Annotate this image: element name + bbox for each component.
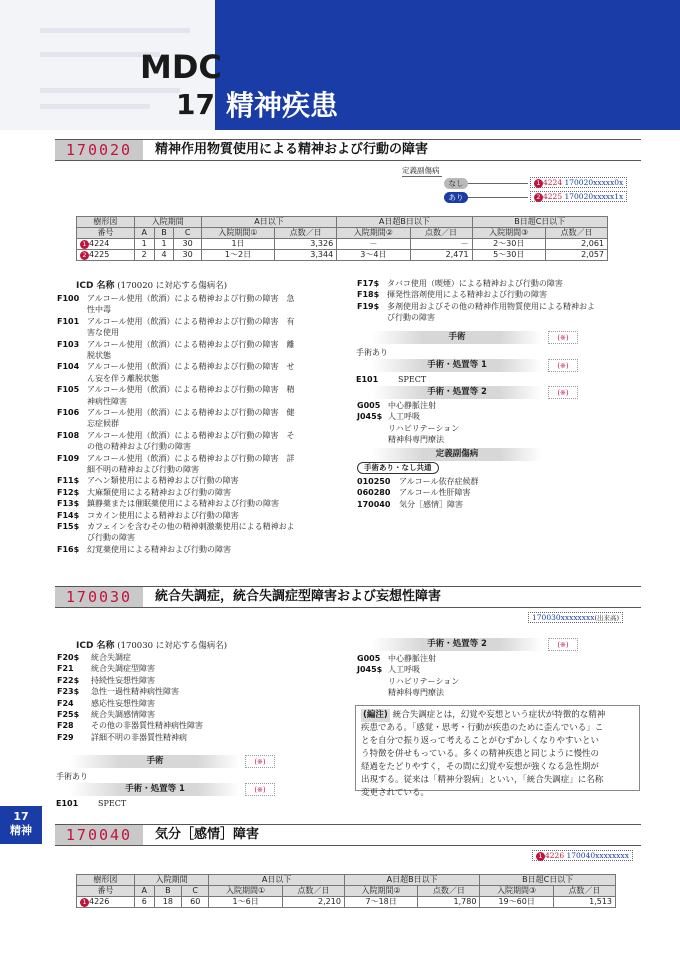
side-tab-label: 精神 [10,824,32,837]
note-text: 出現する。従来は「精神分裂病」といい，「統合失調症」に名称 [361,775,604,785]
icd-row [57,498,347,509]
proc-code: E101 [56,799,79,808]
item-name: 精神科専門療法 [388,435,444,445]
section-code: 170020 [55,140,143,160]
icd-header-note: (170020 に対応する傷病名) [117,281,228,291]
table-col-header: B [154,228,174,239]
proc1-note: (※) [245,783,275,796]
chapter-side-tab [0,806,42,844]
item-code: 170040 [357,499,391,509]
icd-code: F22$ [57,675,80,685]
note-line [361,761,634,774]
definition-label: 定義副傷病 [402,166,440,175]
period-b: 4 [154,250,174,261]
definition-bar: 定義副傷病 [372,448,542,461]
icd-name: 性中毒 [87,305,111,315]
icd-code: F13$ [57,499,80,509]
note-line [361,748,634,761]
icd-name: 多剤使用およびその他の精神作用物質使用による精神およ [387,301,595,311]
table-group-header: A日以下 [209,875,345,886]
icd-name: 大麻類使用による精神および行動の障害 [87,487,231,497]
dpc-code: 170030xxxxxxxx [532,613,595,622]
proc-name: SPECT [98,799,127,808]
mdc-number: 17 [176,88,215,121]
icd-name: 鎮静薬または催眠薬使用による精神および行動の障害 [87,499,279,509]
icd-code: F105 [57,385,80,395]
icd-name: 幻覚薬使用による精神および行動の障害 [87,544,231,554]
note-text: 疾患である。「感覚・思考・行動が疾患のために歪んでいる」こ [361,723,604,733]
icd-row [57,384,347,407]
icd-code: F104 [57,362,80,372]
icd-row [57,652,291,663]
icd-row [57,720,291,731]
icd-name: アルコール使用（飲酒）による精神および行動の障害 せ [87,362,295,372]
surgery-text: 手術あり [56,772,88,781]
period-c: 30 [174,239,201,250]
period-a: 6 [134,897,154,908]
icd-name: アルコール使用（飲酒）による精神および行動の障害 有 [87,316,295,326]
icd-row [357,301,647,324]
table-group-header: 入院期間 [134,217,201,228]
icd-name: 持続性妄想性障害 [91,675,155,685]
surgery-note: (※) [548,331,578,344]
item-code: J045$ [357,412,383,422]
period-c: 60 [182,897,209,908]
icd-name: 害な使用 [87,328,119,338]
table-col-header: C [182,886,209,897]
surgery-text: 手術あり [356,348,388,357]
table-col-header: 入院期間① [209,886,282,897]
icd-name: アルコール使用（飲酒）による精神および行動の障害 健 [87,408,295,417]
table-col-header: 番号 [77,886,135,897]
icd-code: F12$ [57,487,80,497]
note-line [361,735,634,748]
tree-number-icon: 1 [536,852,545,861]
icd-name: 揮発性溶剤使用による精神および行動の障害 [387,290,547,300]
tree-number-cell [77,250,135,261]
table-col-header: A [134,886,154,897]
tree-number-icon: 1 [80,898,89,907]
table-group-header: 入院期間 [134,875,209,886]
section-title: 統合失調症，統合失調症型障害および妄想性障害 [155,589,442,604]
icd-row [57,339,347,362]
table-col-header: 入院期間① [201,228,274,239]
note-text: 経過をたどりやすく，その間に幻覚や妄想が強くなる急性期が [361,762,599,772]
icd-header-note: (170030 に対応する傷病名) [117,641,228,651]
section-code: 170040 [55,825,143,845]
points-per-day: 1,780 [418,897,480,908]
icd-header [76,278,227,291]
item-name: リハビリテーション [388,423,460,433]
item-code: 010250 [357,477,391,486]
table-col-header: 番号 [77,228,135,239]
section-title: 気分［感情］障害 [155,827,260,842]
table-col-header: 点数／日 [410,228,472,239]
icd-name: アヘン類使用による精神および行動の障害 [87,476,239,486]
tree-number-icon: 1 [80,240,89,249]
icd-code: F14$ [57,510,80,520]
side-tab-number: 17 [13,810,29,823]
proc1-bar: 手術・処置等 1 [70,783,240,796]
tree-number-icon: 2 [534,193,543,202]
tree-badge-2 [530,191,627,202]
icd-code: F19$ [357,301,380,311]
period-range: 1～2日 [201,250,274,261]
icd-name: 忘症候群 [87,419,119,429]
icd-name: 統合失調症型障害 [91,664,155,674]
table-row [77,239,608,250]
table-group-header: B日超C日以下 [480,875,616,886]
section-170040-bar [55,824,641,846]
icd-row [57,316,347,339]
table-col-header: C [174,228,201,239]
icd-code: F16$ [57,544,80,554]
item-name: 気分［感情］障害 [399,499,463,509]
icd-row [57,521,347,544]
proc2-bar: 手術・処置等 2 [372,386,542,399]
proc2-bar: 手術・処置等 2 [372,638,542,651]
editor-note [355,705,640,798]
icd-row [57,430,347,453]
icd-name: その他の非器質性精神病性障害 [91,721,203,731]
icd-name: ん妄を伴う離脱状態 [87,373,159,383]
period-b: 18 [154,897,181,908]
icd-row [357,278,647,289]
period-c: 30 [174,250,201,261]
icd-code: F106 [57,408,80,417]
points-per-day: 2,061 [545,239,607,250]
section-170030-bar [55,586,641,608]
tree-badge-1 [530,177,627,188]
section-code: 170030 [55,587,143,607]
icd-name: タバコ使用（喫煙）による精神および行動の障害 [387,279,563,288]
dpc-code: 170020xxxxx1x [564,192,624,201]
note-text: 統合失調症とは，幻覚や妄想という症状が特徴的な精神 [392,710,606,720]
icd-code: F109 [57,453,80,463]
note-line [361,774,634,787]
section-170020-bar [55,139,641,161]
note-tag: (編注) [363,710,388,720]
proc2-note: (※) [548,638,578,651]
proc2-note: (※) [548,386,578,399]
icd-name: コカイン使用による精神および行動の障害 [87,510,239,520]
note-text: 変更されている。 [361,788,430,798]
item-name: 中心静脈注射 [388,654,436,663]
item-code: 060280 [357,488,391,498]
item-name: 中心静脈注射 [388,401,436,410]
table-col-header: 入院期間③ [472,228,545,239]
table-group-header: 樹形図 [77,217,135,228]
icd-row [57,293,347,316]
item-name: 人工呼吸 [388,665,420,675]
table-row [77,897,616,908]
icd-name: 統合失調症 [91,653,131,662]
points-per-day: 2,057 [545,250,607,261]
chapter-title: 精神疾患 [226,89,339,122]
icd-row [57,361,347,384]
icd-name: 急性一過性精神病性障害 [91,687,179,697]
icd-header-label: ICD 名称 [76,641,115,651]
icd-code: F29 [57,732,74,742]
icd-name: カフェインを含むその他の精神刺激薬使用による精神およ [87,522,295,531]
tree-id: 4225 [89,250,110,259]
surgery-bar: 手術 [372,331,542,344]
section-title: 精神作用物質使用による精神および行動の障害 [155,142,429,157]
note-line [361,722,634,735]
chapter-header [0,0,680,130]
tree-number-icon: 2 [80,251,89,260]
period-range: 7～18日 [344,897,417,908]
definition-pill: 手術あり・なし共通 [357,462,439,474]
table-col-header: 点数／日 [553,886,615,897]
table-group-header: A日以下 [201,217,336,228]
period-range: － [337,239,410,250]
icd-code: F21 [57,664,74,674]
table-col-header: A [134,228,154,239]
icd-name: アルコール使用（飲酒）による精神および行動の障害 詳 [87,453,295,463]
tree-number-cell [77,239,135,250]
nashi-connector [468,183,528,184]
icd-name: 脱状態 [87,350,111,360]
table-col-header: 点数／日 [418,886,480,897]
icd-code: F23$ [57,687,80,697]
dpc-code: 170020xxxxx0x [564,178,624,187]
ari-connector [468,197,528,198]
icd-header [76,638,227,651]
tree-code: 4226 [545,851,565,860]
table-group-header: B日超C日以下 [472,217,607,228]
period-range: 1日 [201,239,274,250]
note-line [361,709,634,722]
points-per-day: 3,326 [275,239,337,250]
tree-code: 4225 [543,192,563,201]
icd-code: F108 [57,430,80,440]
note-text: う特徴を併せもっている。多くの精神疾患と同じように慢性の [361,749,600,759]
tree-number-cell [77,897,135,908]
definition-connector [402,176,442,177]
period-a: 1 [134,239,154,250]
item-name: リハビリテーション [388,676,460,686]
icd-name: 細不明の精神および行動の障害 [87,464,199,474]
icd-row [357,289,647,300]
table-col-header: 入院期間③ [480,886,553,897]
icd-row [57,675,291,686]
points-per-day: 3,344 [275,250,337,261]
icd-header-label: ICD 名称 [76,281,115,291]
points-table-170020 [76,216,608,261]
nashi-pill: なし [444,178,468,189]
icd-code: F15$ [57,522,80,531]
item-code: G005 [357,654,381,663]
icd-code: F20$ [57,653,80,662]
icd-code: F28 [57,721,74,731]
table-col-header: B [154,886,181,897]
icd-name: アルコール使用（飲酒）による精神および行動の障害 急 [87,294,295,303]
icd-code: F24 [57,698,74,708]
tree-id: 4224 [89,239,110,248]
icd-name: アルコール使用（飲酒）による精神および行動の障害 そ [87,430,295,440]
icd-row [57,709,291,720]
icd-code: F103 [57,339,80,349]
icd-code: F25$ [57,710,80,719]
icd-row [57,698,291,709]
table-group-header: A日超B日以下 [337,217,472,228]
table-col-header: 点数／日 [545,228,607,239]
proc1-note: (※) [548,359,578,372]
note-text: とを自分で振り返って考えることがむずかしくなりやすいとい [361,736,600,746]
icd-name: アルコール使用（飲酒）による精神および行動の障害 離 [87,339,295,349]
icd-code: F101 [57,316,80,326]
note-line [361,787,634,800]
surgery-note: (※) [245,755,275,768]
points-per-day: 1,513 [553,897,615,908]
icd-name: アルコール使用（飲酒）による精神および行動の障害 精 [87,385,295,395]
tree-id: 4226 [89,897,110,906]
icd-code: F11$ [57,476,80,486]
item-code: G005 [357,401,381,410]
proc1-bar: 手術・処置等 1 [372,359,542,372]
mdc-label: MDC [140,48,222,86]
period-range: 19～60日 [480,897,553,908]
points-per-day: － [410,239,472,250]
table-col-header: 入院期間② [344,886,417,897]
icd-name: 詳細不明の非器質性精神病 [91,732,187,742]
points-per-day: 2,210 [282,897,344,908]
icd-row [57,544,347,555]
dpc-badge-170030 [528,612,623,623]
period-range: 1～6日 [209,897,282,908]
item-code: J045$ [357,665,383,675]
points-table-170040 [76,874,616,908]
icd-name: 感応性妄想性障害 [91,698,155,708]
period-a: 2 [134,250,154,261]
icd-row [57,510,347,521]
icd-row [57,487,347,498]
ari-pill: あり [444,192,468,203]
table-group-header: A日超B日以下 [344,875,480,886]
tree-number-icon: 1 [534,179,543,188]
icd-row [57,453,347,476]
icd-name: 神病性障害 [87,396,127,406]
item-name: アルコール依存症候群 [399,477,479,486]
period-b: 1 [154,239,174,250]
icd-name: び行動の障害 [87,533,135,543]
tree-badge-170040 [532,850,633,861]
icd-row [57,475,347,486]
table-col-header: 入院期間② [337,228,410,239]
icd-row [57,732,291,743]
icd-name: 統合失調感情障害 [91,710,155,719]
icd-code: F100 [57,294,80,303]
icd-row [57,686,291,697]
item-name: 人工呼吸 [388,412,420,422]
icd-name: び行動の障害 [387,313,435,323]
icd-row [57,407,347,430]
item-name: アルコール性肝障害 [399,488,471,498]
period-range: 3～4日 [337,250,410,261]
icd-row [57,663,291,674]
points-per-day: 2,471 [410,250,472,261]
dpc-code: 170040xxxxxxxx [566,851,629,860]
icd-code: F18$ [357,290,380,300]
table-col-header: 点数／日 [275,228,337,239]
dpc-note: (出来高) [594,614,620,622]
proc-name: SPECT [398,375,427,384]
icd-code: F17$ [357,279,380,288]
tree-code: 4224 [543,178,563,187]
table-col-header: 点数／日 [282,886,344,897]
period-range: 2～30日 [472,239,545,250]
period-range: 5～30日 [472,250,545,261]
surgery-bar: 手術 [70,755,240,768]
table-group-header: 樹形図 [77,875,135,886]
item-name: 精神科専門療法 [388,688,444,698]
proc-code: E101 [356,375,379,384]
table-row [77,250,608,261]
icd-name: の他の精神および行動の障害 [87,442,191,452]
